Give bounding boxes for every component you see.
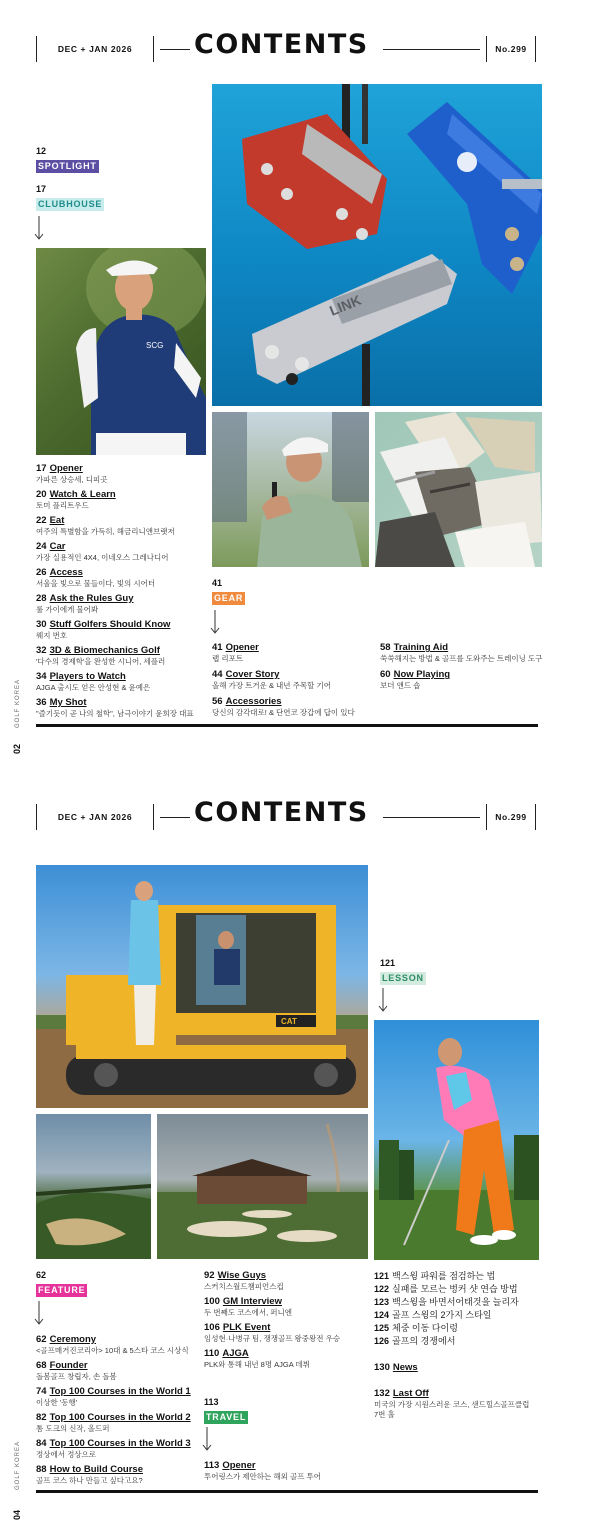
header-rule-left: [160, 49, 190, 50]
page-number: 02: [12, 743, 22, 754]
toc-entry-description: AJGA 출시도 얻은 안성현 & 윤예은: [36, 683, 151, 692]
section-label: TRAVEL: [206, 1412, 247, 1422]
toc-entry-title: Wise Guys: [217, 1270, 267, 1281]
magazine-side-label: GOLF KOREA: [15, 678, 21, 728]
toc-entry-description: 여주의 특별함을 가득히, 해금리니앤브랫저: [36, 527, 175, 536]
toc-entry[interactable]: [374, 1309, 584, 1321]
toc-entry-title-line: [374, 1322, 584, 1334]
toc-entry[interactable]: [36, 489, 246, 511]
photo-putters: [212, 84, 542, 406]
toc-page-number: 110: [204, 1348, 220, 1359]
toc-entry-description: 두 번째도 코스에서, 퍼니엔: [204, 1308, 293, 1317]
toc-entry-title: 백스윙 파워를 점검하는 법: [392, 1271, 496, 1281]
toc-entry-description: 가파른 상승세, 디피곳: [36, 475, 108, 484]
header-rule-left: [160, 817, 190, 818]
contents-header: [36, 29, 536, 62]
page-2: [0, 768, 600, 1535]
toc-entry-title-line: [36, 489, 246, 501]
toc-entry-title: Players to Watch: [49, 671, 126, 682]
toc-entry-title: Accessories: [225, 696, 282, 707]
toc-entry-description: 톰 도크의 신작, 올드퍼: [36, 1424, 110, 1433]
toc-entry-description: 랩 리포트: [212, 654, 244, 663]
header-rule-right: [383, 817, 480, 818]
toc-entry-title: Car: [49, 541, 66, 552]
toc-entry-title-line: [36, 541, 246, 553]
page-title: CONTENTS: [194, 29, 369, 60]
svg-text:LINK: LINK: [327, 291, 364, 319]
toc-entry-title: Top 100 Courses in the World 1: [49, 1386, 191, 1397]
photo-course-construction: [36, 865, 368, 1108]
toc-entry-description: <골프매거진코리아> 10대 & 5스타 코스 시상식: [36, 1346, 189, 1355]
section-feature[interactable]: [36, 1270, 87, 1298]
photo-lesson-golfer: [374, 1020, 539, 1260]
toc-page-number: 17: [36, 463, 47, 474]
toc-entry-title-line: [36, 1438, 246, 1450]
section-label: LESSON: [382, 973, 424, 983]
toc-entry[interactable]: [36, 541, 246, 563]
toc-entry-title: 실패를 모르는 벙커 샷 연습 방법: [392, 1284, 518, 1294]
toc-page-number: 58: [380, 642, 391, 653]
toc-entry-title-line: [374, 1283, 584, 1295]
toc-entry-title: Training Aid: [393, 642, 449, 653]
page-bottom-rule: [36, 1490, 538, 1493]
toc-page-number: 121: [374, 1271, 390, 1281]
toc-entry-description: 돌봄골프 창립자, 손 돌봄: [36, 1372, 117, 1381]
toc-entry-title: How to Build Course: [49, 1464, 143, 1475]
toc-entry-title: 체중 이동 다이렁: [392, 1323, 458, 1333]
toc-entry-title-line: [36, 463, 246, 475]
toc-entry[interactable]: [374, 1335, 584, 1347]
toc-entry[interactable]: [380, 642, 590, 664]
toc-page-number: 125: [374, 1323, 390, 1333]
toc-entry-title-line: [36, 515, 246, 527]
toc-entry[interactable]: [374, 1322, 584, 1334]
toc-entry-title: Now Playing: [393, 669, 451, 680]
toc-entry-title-line: [374, 1270, 584, 1282]
toc-entry-title: Cover Story: [225, 669, 280, 680]
toc-entry[interactable]: [36, 463, 246, 485]
toc-page-number: 126: [374, 1336, 390, 1346]
toc-entry[interactable]: [36, 1438, 246, 1460]
toc-entry-description: 당신의 감각대로! & 단연코 장갑에 답이 있다: [212, 708, 355, 717]
toc-entry[interactable]: [374, 1362, 534, 1374]
toc-page-number: 82: [36, 1412, 47, 1423]
section-label: GEAR: [214, 593, 244, 603]
toc-entry-title: PLK Event: [222, 1322, 271, 1333]
toc-entry-description: 쑥쑥해지는 방법 & 골프를 도와주는 트레이닝 도구: [380, 654, 543, 663]
toc-page-number: 123: [374, 1297, 390, 1307]
toc-entry-description: 보더 앤드 숍: [380, 681, 421, 690]
toc-entry-description: 정상에서 정상으로: [36, 1450, 97, 1459]
issue-number: No.299: [486, 36, 536, 62]
toc-page-number: 74: [36, 1386, 47, 1397]
toc-entry-title: Top 100 Courses in the World 2: [49, 1412, 191, 1423]
toc-entry-description: 토미 플리트우드: [36, 501, 89, 510]
toc-entry[interactable]: [374, 1388, 534, 1420]
toc-entry-title: Top 100 Courses in the World 3: [49, 1438, 191, 1449]
toc-entry[interactable]: [380, 669, 590, 691]
toc-entry[interactable]: [36, 515, 246, 537]
toc-page-number: 84: [36, 1438, 47, 1449]
toc-entry-description: "즐기듯이 곧 나의 철학", 남극이야기 윤희장 대표: [36, 709, 194, 718]
toc-entry[interactable]: [374, 1296, 584, 1308]
section-label: FEATURE: [38, 1285, 86, 1295]
toc-entry-title: 3D & Biomechanics Golf: [49, 645, 160, 656]
toc-entry-description: 웨지 번호: [36, 631, 68, 640]
magazine-side-label: GOLF KOREA: [15, 1440, 21, 1490]
toc-entry-title: News: [392, 1362, 418, 1373]
toc-page-number: 20: [36, 489, 47, 500]
svg-text:CAT: CAT: [281, 1017, 297, 1026]
toc-page-number: 130: [374, 1362, 390, 1373]
toc-entry-title: Stuff Golfers Should Know: [49, 619, 171, 630]
issue-date: DEC + JAN 2026: [36, 804, 154, 830]
toc-entry-description: '다수의 경제학'을 완성한 시니어, 세플러: [36, 657, 166, 666]
toc-entry-title: Last Off: [392, 1388, 429, 1399]
toc-page-number: 106: [204, 1322, 220, 1333]
section-travel[interactable]: [204, 1397, 248, 1425]
issue-date: DEC + JAN 2026: [36, 36, 154, 62]
toc-entry-title-line: [374, 1335, 584, 1347]
toc-entry-description: 서울을 빛으로 물들이다, 빛의 시어터: [36, 579, 156, 588]
header-rule-right: [383, 49, 480, 50]
toc-entry-title: GM Interview: [222, 1296, 282, 1307]
toc-page-number: 32: [36, 645, 47, 656]
toc-entry[interactable]: [212, 696, 422, 718]
toc-page-number: 41: [212, 642, 223, 653]
toc-page-number: 88: [36, 1464, 47, 1475]
toc-entry-title: Opener: [222, 1460, 256, 1471]
toc-page-number: 113: [204, 1460, 220, 1471]
section-gear[interactable]: [212, 578, 245, 606]
toc-entry-title: Watch & Learn: [49, 489, 116, 500]
toc-entry-title: Ask the Rules Guy: [49, 593, 134, 604]
section-number: 62: [36, 1270, 47, 1280]
section-label: CLUBHOUSE: [38, 199, 103, 209]
toc-page-number: 60: [380, 669, 391, 680]
toc-entry-description: 골프 코스 하나 만들고 싶다고요?: [36, 1476, 143, 1485]
toc-entry-title: Opener: [225, 642, 259, 653]
toc-entry-title: Founder: [49, 1360, 88, 1371]
toc-page-number: 62: [36, 1334, 47, 1345]
toc-page-number: 26: [36, 567, 47, 578]
arrow-down-icon: [34, 1301, 44, 1325]
section-number: 17: [36, 184, 47, 194]
toc-entry-title-line: [374, 1296, 584, 1308]
page-1: [0, 0, 600, 760]
page-bottom-rule: [36, 724, 538, 727]
toc-entry-title: AJGA: [222, 1348, 249, 1359]
photo-woman-golfer: [36, 248, 206, 455]
page-title: CONTENTS: [194, 797, 369, 828]
toc-entry-title: 골프 스윙의 2가지 스타일: [392, 1310, 492, 1320]
toc-entry-description: 올해 가장 트거운 & 내년 주목할 기어: [212, 681, 331, 690]
toc-entry-title-line: [374, 1388, 534, 1400]
arrow-down-icon: [378, 988, 388, 1012]
section-number: 121: [380, 958, 396, 968]
toc-entry[interactable]: [204, 1460, 414, 1482]
section-label: SPOTLIGHT: [38, 161, 97, 171]
toc-entry-description: 룰 가이에게 물어봐: [36, 605, 99, 614]
toc-page-number: 30: [36, 619, 47, 630]
toc-entry-title-line: [380, 642, 590, 654]
toc-entry-title: 백스윙을 바면서어태것을 늘리자: [392, 1297, 519, 1307]
page-number: 04: [12, 1509, 22, 1520]
section-number: 41: [212, 578, 223, 588]
section-clubhouse[interactable]: [36, 184, 104, 212]
section-spotlight[interactable]: [36, 146, 99, 174]
toc-page-number: 100: [204, 1296, 220, 1307]
arrow-down-icon: [34, 216, 44, 240]
contents-header: [36, 797, 536, 830]
toc-page-number: 122: [374, 1284, 390, 1294]
toc-entry-title-line: [374, 1362, 534, 1374]
toc-page-number: 28: [36, 593, 47, 604]
toc-page-number: 36: [36, 697, 47, 708]
section-number: 113: [204, 1397, 219, 1407]
toc-page-number: 44: [212, 669, 223, 680]
toc-page-number: 124: [374, 1310, 390, 1320]
toc-entry-title: Access: [49, 567, 83, 578]
toc-entry-description: 미국의 가장 시원스러운 코스, 샌드힐스골프클럽 7번 홀: [374, 1400, 530, 1419]
section-lesson[interactable]: [380, 958, 426, 986]
toc-entry-title-line: [212, 696, 422, 708]
toc-entry-title-line: [204, 1460, 414, 1472]
issue-number: No.299: [486, 804, 536, 830]
toc-entry-description: 투어링스가 제안하는 해외 골프 투어: [204, 1472, 322, 1481]
toc-entry[interactable]: [374, 1270, 584, 1282]
photo-clubhouse-course: [157, 1114, 368, 1259]
toc-entry-description: 가장 실용적인 4X4, 이네오스 그레나디어: [36, 553, 169, 562]
toc-entry-title-line: [380, 669, 590, 681]
toc-page-number: 34: [36, 671, 47, 682]
toc-entry-description: 임성현·나병규 팀, 쟁쟁골프 왕중왕전 우승: [204, 1334, 341, 1343]
toc-page-number: 92: [204, 1270, 215, 1281]
toc-entry-title: Eat: [49, 515, 65, 526]
toc-entry-title: 골프의 경쟁에서: [392, 1336, 456, 1346]
toc-entry-title: My Shot: [49, 697, 87, 708]
section-number: 12: [36, 146, 47, 156]
toc-page-number: 24: [36, 541, 47, 552]
toc-entry-description: PLK와 통해 내년 8명 AJGA 데뷔: [204, 1360, 310, 1369]
photo-golf-gloves: [375, 412, 542, 567]
arrow-down-icon: [202, 1427, 212, 1451]
toc-entry-title: Ceremony: [49, 1334, 97, 1345]
toc-entry-description: 스커치스월드챔피언스컵: [204, 1282, 284, 1291]
toc-entry[interactable]: [374, 1283, 584, 1295]
toc-page-number: 56: [212, 696, 223, 707]
photo-links-course: [36, 1114, 151, 1259]
toc-entry-title-line: [204, 1348, 414, 1360]
toc-entry-title: Opener: [49, 463, 83, 474]
toc-page-number: 22: [36, 515, 47, 526]
toc-page-number: 132: [374, 1388, 390, 1399]
toc-entry-description: 이상한 '동행': [36, 1398, 78, 1407]
svg-text:SCG: SCG: [146, 341, 164, 350]
toc-page-number: 68: [36, 1360, 47, 1371]
toc-entry-title-line: [374, 1309, 584, 1321]
arrow-down-icon: [210, 610, 220, 634]
